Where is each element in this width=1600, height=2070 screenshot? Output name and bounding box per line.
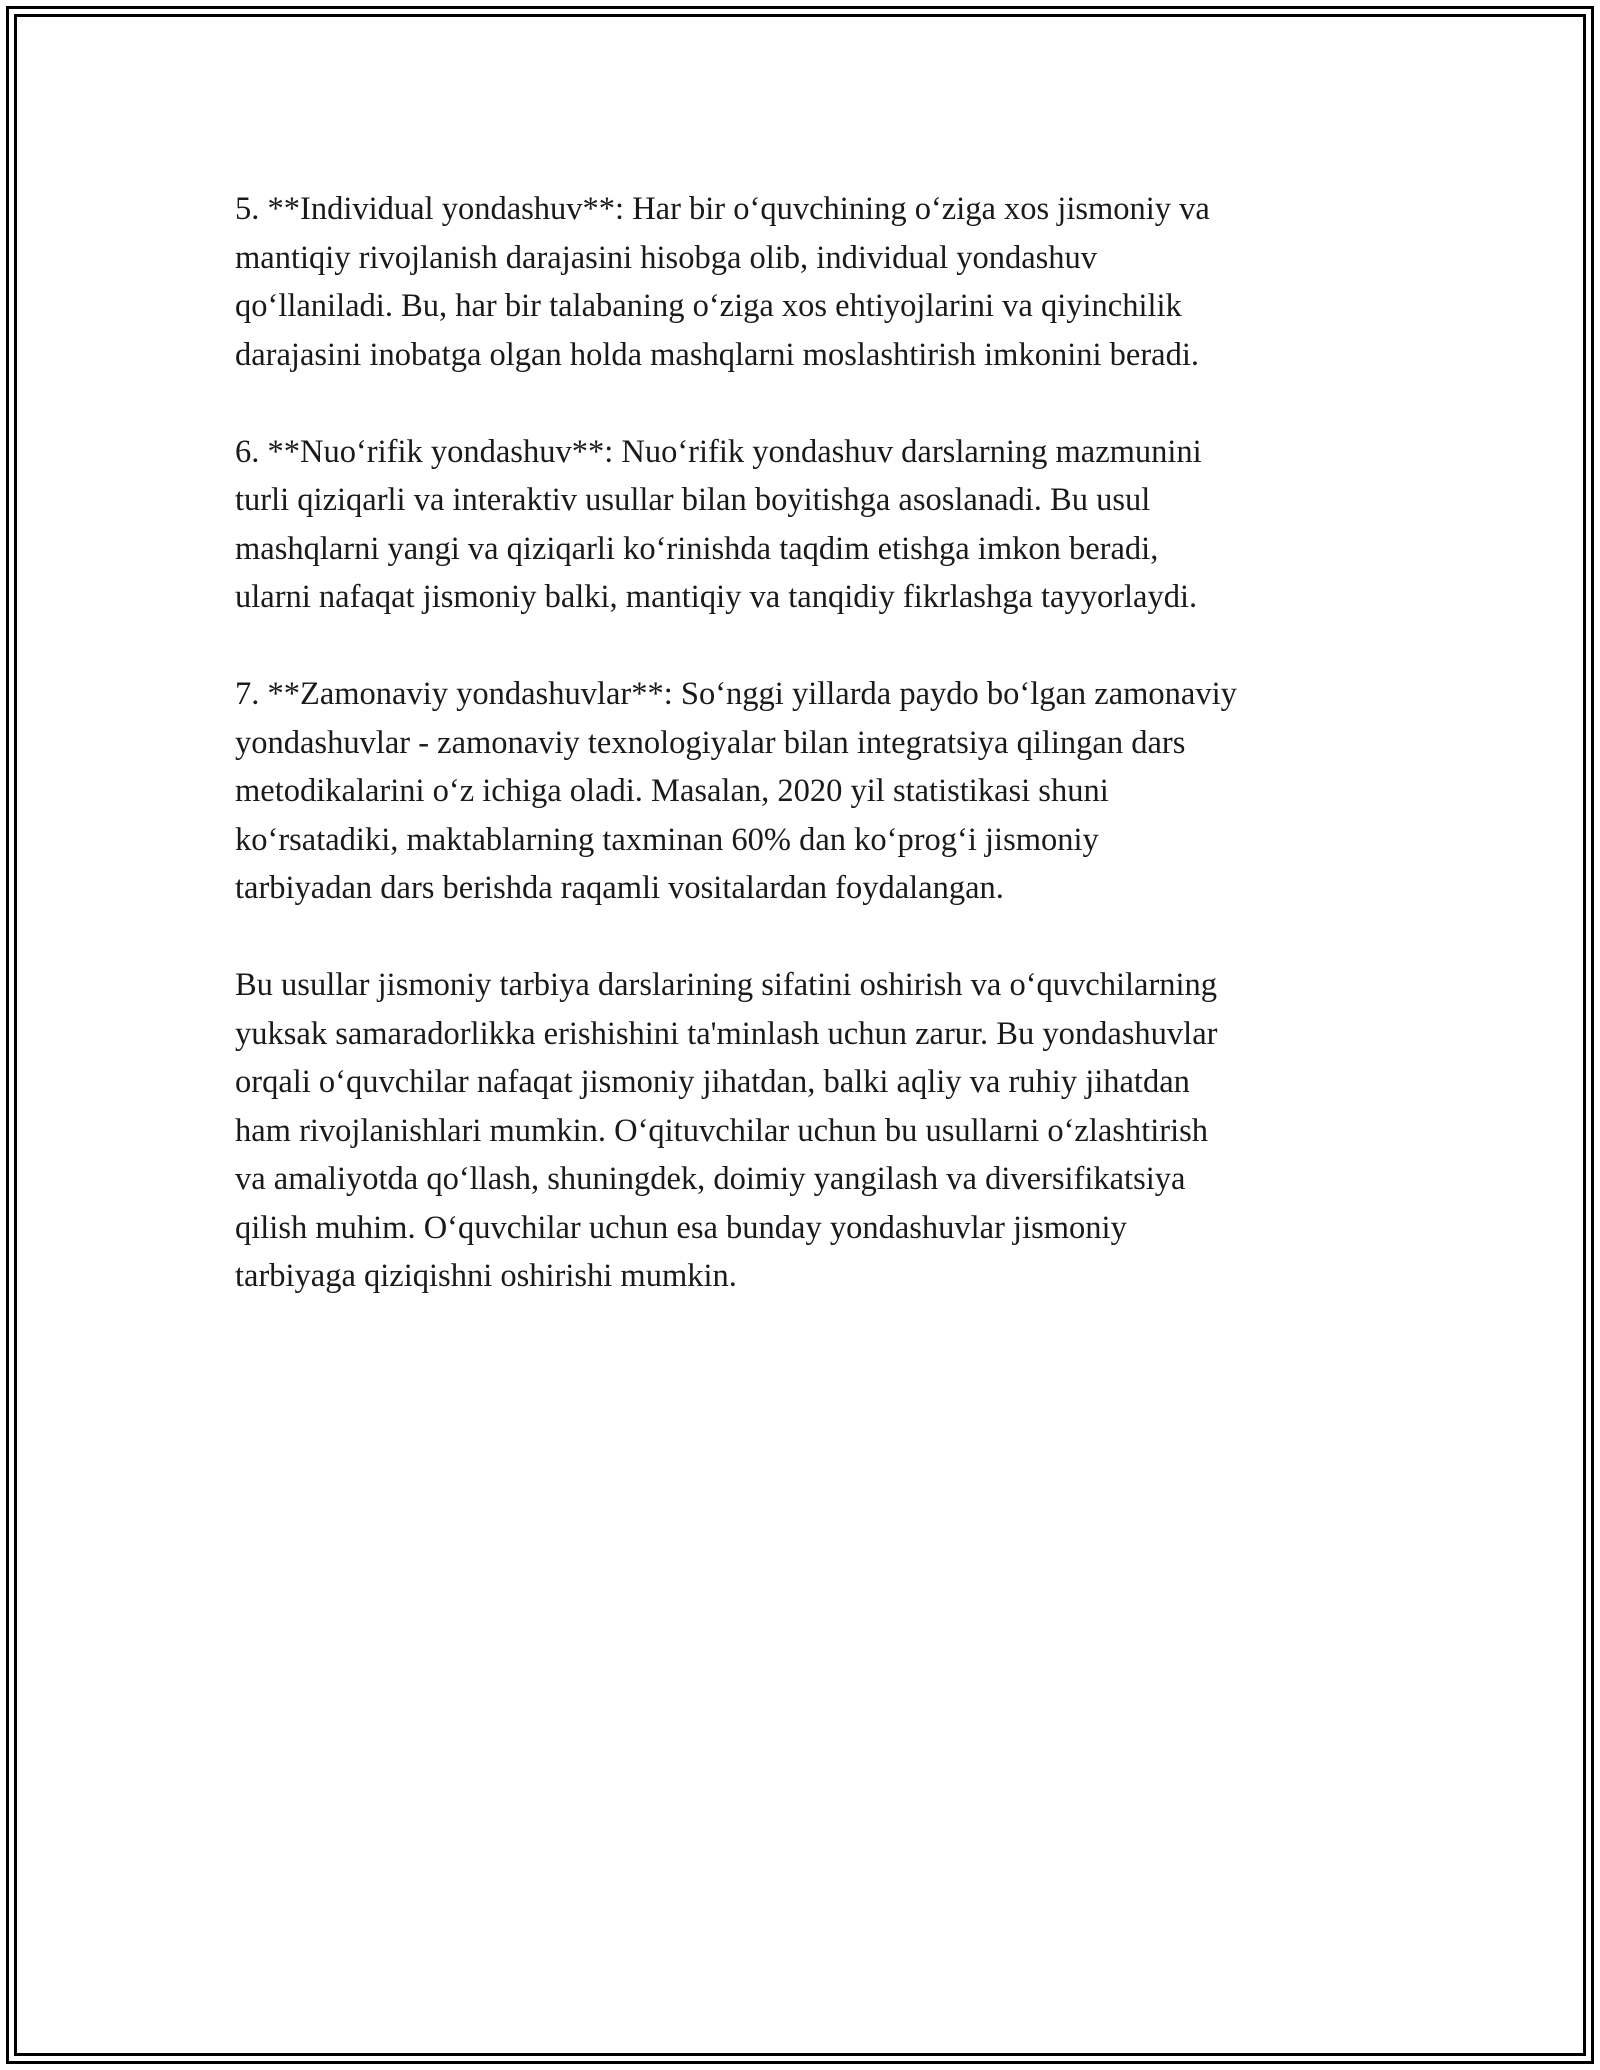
text-line: darajasini inobatga olgan holda mashqlarni moslashtirish imkonini beradi. [235, 336, 1199, 373]
text-line: qilish muhim. O‘quvchilar uchun esa bunday yondashuvlar jismoniy [235, 1209, 1127, 1246]
text-line: tarbiyadan dars berishda raqamli vositalardan foydalangan. [235, 870, 1004, 906]
text-line: yondashuvlar - zamonaviy texnologiyalar bilan integratsiya qilingan dars [235, 724, 1186, 761]
text-line: turli qiziqarli va interaktiv usullar bilan boyitishga asoslanadi. Bu usul [235, 482, 1151, 518]
document-body [235, 185, 1395, 1349]
text-line: tarbiyaga qiziqishni oshirishi mumkin. [235, 1258, 737, 1294]
paragraph-conclusion [235, 961, 1395, 1301]
text-line: mashqlarni yangi va qiziqarli ko‘rinishda taqdim etishga imkon beradi, [235, 530, 1159, 567]
text-line: yuksak samaradorlikka erishishini ta'minlash uchun zarur. Bu yondashuvlar [235, 1015, 1218, 1052]
text-line: metodikalarini o‘z ichiga oladi. Masalan, 2020 yil statistikasi shuni [235, 773, 1109, 809]
text-line: 5. **Individual yondashuv**: Har bir o‘quvchining o‘ziga xos jismoniy va [235, 191, 1210, 227]
text-line: qo‘llaniladi. Bu, har bir talabaning o‘ziga xos ehtiyojlarini va qiyinchilik [235, 288, 1182, 324]
text-line: orqali o‘quvchilar nafaqat jismoniy jihatdan, balki aqliy va ruhiy jihatdan [235, 1064, 1190, 1100]
text-line: ham rivojlanishlari mumkin. O‘qituvchilar uchun bu usullarni o‘zlashtirish [235, 1112, 1209, 1149]
paragraph-nuorific-approach [235, 428, 1395, 622]
text-line: ko‘rsatadiki, maktablarning taxminan 60% dan ko‘prog‘i jismoniy [235, 821, 1099, 858]
paragraph-individual-approach [235, 185, 1395, 379]
text-line: 7. **Zamonaviy yondashuvlar**: So‘nggi yillarda paydo bo‘lgan zamonaviy [235, 676, 1237, 712]
text-line: ularni nafaqat jismoniy balki, mantiqiy va tanqidiy fikrlashga tayyorlaydi. [235, 579, 1198, 615]
text-line: Bu usullar jismoniy tarbiya darslarining sifatini oshirish va o‘quvchilarning [235, 967, 1218, 1003]
text-line: 6. **Nuo‘rifik yondashuv**: Nuo‘rifik yondashuv darslarning mazmunini [235, 433, 1202, 470]
text-line: mantiqiy rivojlanish darajasini hisobga olib, individual yondashuv [235, 239, 1098, 276]
text-line: va amaliyotda qo‘llash, shuningdek, doimiy yangilash va diversifikatsiya [235, 1161, 1186, 1197]
paragraph-modern-approaches [235, 670, 1395, 913]
